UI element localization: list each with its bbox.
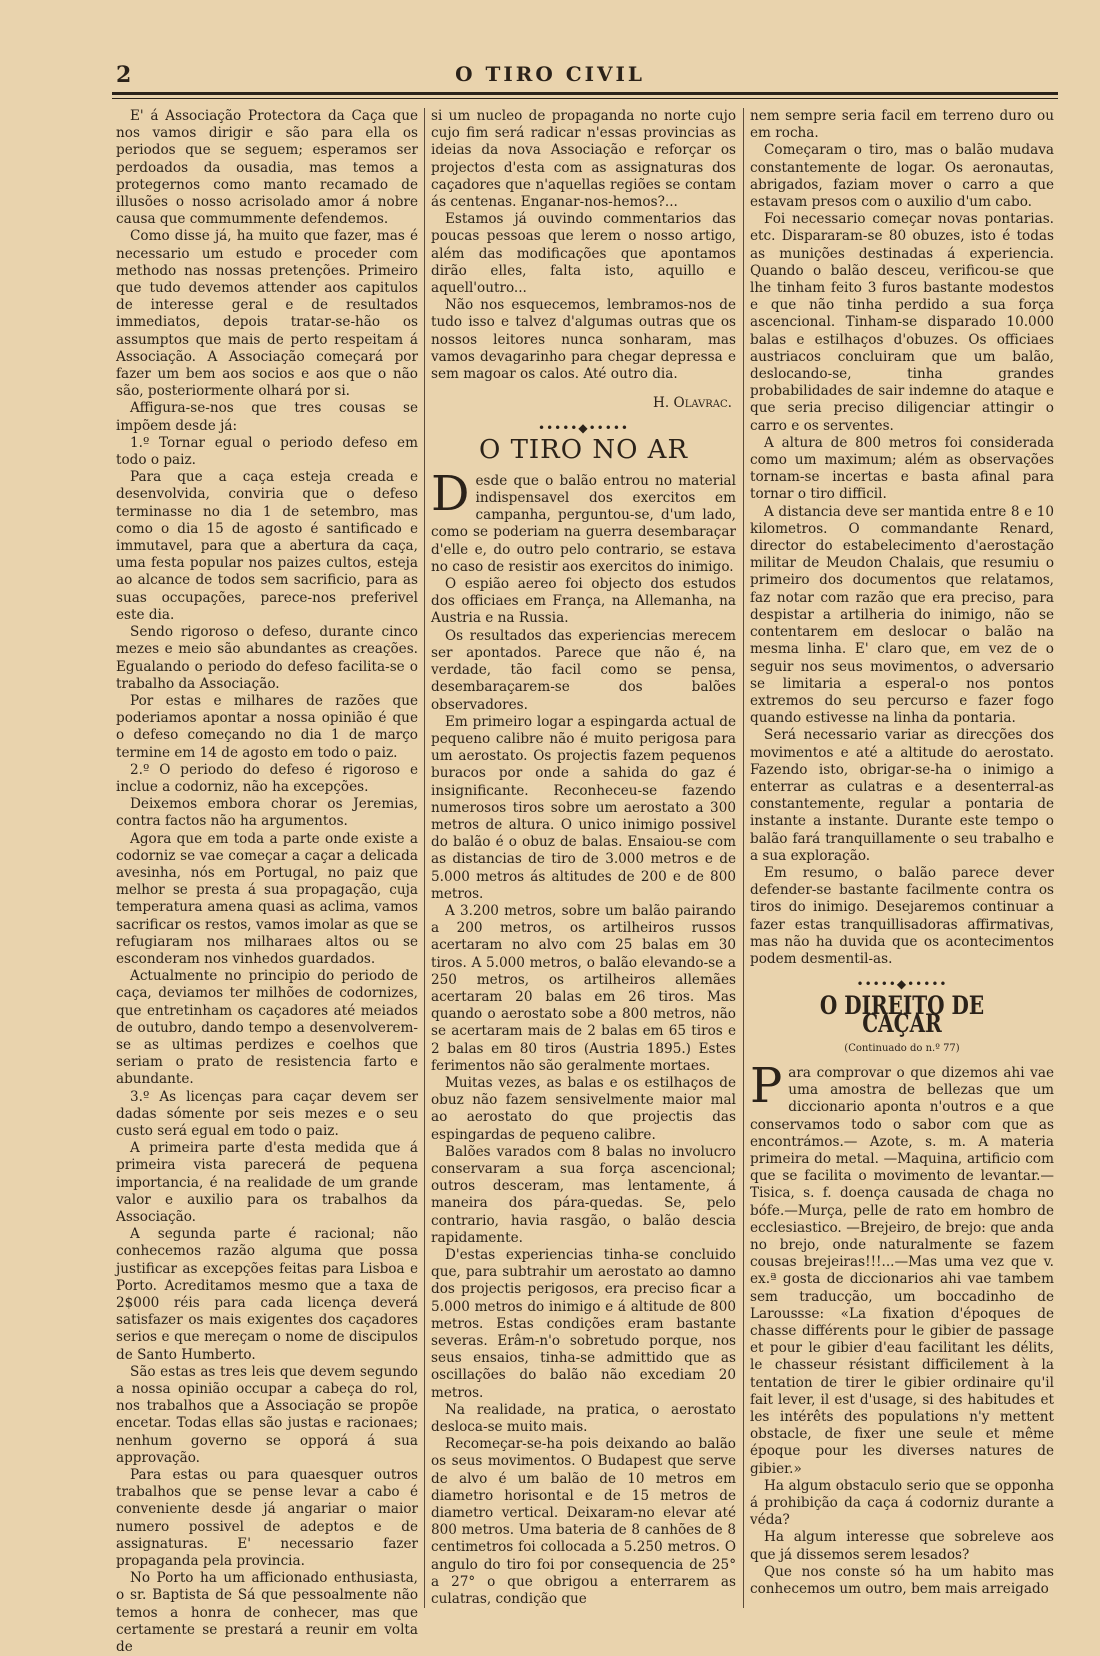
column-3: [750, 108, 1054, 1598]
paragraph: Recomeçar-se-ha pois deixando ao balão os seus movimentos. O Budapest que serve de alvo é um balão de 10 metros em diametro horisontal e de 15 metros de diametro vertical. Deixaram-no elevar até 800 metros. Uma bateria de 8 canhões de 8 centimetros foi collocada a 5.250 metros. O angulo do tiro foi por consequencia de 25° a 27° o que obrigou a enterrarem as culatras, condição que: [431, 1436, 736, 1608]
paragraph: Actualmente no principio do periodo de caça, deviamos ter milhões de codornizes, que entretinham os caçadores até meiados de outubro, dando tempo a desenvolverem-se as ultimas perdizes e coelhos que seriam o prato de resistencia farto e abundante.: [116, 968, 418, 1088]
article-title: O DIREITO DE CAÇAR: [819, 991, 985, 1038]
paragraph: 3.º As licenças para caçar devem ser dadas sómente por seis mezes e o seu custo será egual em todo o paiz.: [116, 1088, 418, 1139]
paragraph: Em primeiro logar a espingarda actual de pequeno calibre não é muito perigosa para um aerostato. Os projectis fazem pequenos buracos por onde a sahida do gaz é insignificante. Reconheceu-se fazendo numerosos tiros sobre um aerostato a 300 metros de altura. O unico inimigo possivel do balão é o obuz de balas. Ensaiou-se com as distancias de tiro de 3.000 metros e de 5.000 metros ás altitudes de 200 e de 800 metros.: [431, 713, 736, 902]
page-number: 2: [116, 62, 132, 88]
paragraph: Foi necessario começar novas pontarias. etc. Dispararam-se 80 obuzes, isto é todas as munições destinadas á experiencia. Quando o balão desceu, verificou-se que lhe tinham feito 3 furos bastante modestos e que não tinha perdido a sua força ascencional. Tinham-se disparado 10.000 balas e estilhaços d'obuzes. Os officiaes austriacos concluiram que um balão, deslocando-se, tinha grandes probabilidades de sair indemne do ataque e que seria preciso diligenciar attingir o carro e os serventes.: [750, 211, 1054, 434]
paragraph: A distancia deve ser mantida entre 8 e 10 kilometros. O commandante Renard, director do estabelecimento d'aerostação militar de Meudon Chalais, que resumiu o primeiro dos documentos que relatamos, faz notar com razão que era preciso, para despistar a artilheria do inimigo, não se contentarem em deslocar o balão na mesma linha. E' claro que, em vez de o seguir nos seus movimentos, o adversario se limitaria a esperal-o nos pontos extremos do seu percurso e fazer fogo quando estivesse na linha da pontaria.: [750, 503, 1054, 727]
paragraph: No Porto ha um afficionado enthusiasta, o sr. Baptista de Sá que pessoalmente não temos a honra de conhecer, mas que certamente se prestará a reunir em volta de: [116, 1570, 418, 1656]
paragraph: Como disse já, ha muito que fazer, mas é necessario um estudo e proceder com methodo nas nossas pretenções. Primeiro que tudo devemos attender aos capitulos de interesse geral e de resultados immediatos, depois tratar-se-hão os assumptos que mais de perto respeitam á Associação. A Associação começará por fazer um bem aos socios e aos que o não são, posteriormente olhará por si.: [116, 228, 418, 400]
lead-text: ara comprovar o que dizemos ahi vae uma amostra de bellezas que um diccionario aponta n'outros e a que conservamos todo o sabor com que as encontrámos.— Azote, s. m. A materia primeira do metal. —Maquina, artificio com que se facilita o movimento de levantar.— Tisica, s. f. doença causada de chaga no bófe.—Murça, pelle de rato em hombro de ecclesiastico. —Brejeiro, de brejo: que anda no brejo, onde naturalmente se fazem cousas brejeiras!!!...—Mas uma vez que v. ex.ª gosta de diccionarios ahi vae tambem sem traducção, um boccadinho de Laroussse: «La fixation d'époques de chasse différents pour le gibier de passage et pour le gibier d'eau facilitant les délits, le chasseur résistant difficilement à la tentation de tirer le gibier ordinaire qu'il fait lever, il est d'usage, si des habitudes et les intérêts des populations n'y mettent obstacle, de fixer une seule et même époque pour les diverses natures de gibier.»: [750, 1064, 1054, 1477]
paragraph: A segunda parte é racional; não conhecemos razão alguma que possa justificar as excepções feitas para Lisboa e Porto. Acreditamos mesmo que a taxa de 2$000 réis para cada licença deverá satisfazer os mais exigentes dos caçadores serios e que mereçam o nome de discipulos de Santo Humberto.: [116, 1226, 418, 1363]
masthead-title: O TIRO CIVIL: [455, 62, 645, 86]
paragraph: Será necessario variar as direcções dos movimentos e até a altitude do aerostato. Fazendo isto, obrigar-se-ha o inimigo a enterrar as culatras e a desenterral-as constantemente, regular a pontaria de instante a instante. Durante este tempo o balão fará tranquillamente o seu trabalho e a sua exploração.: [750, 727, 1054, 864]
section-ornament: •••••◆•••••: [856, 977, 948, 992]
column-1: [116, 108, 418, 1656]
paragraph: nem sempre seria facil em terreno duro ou em rocha.: [750, 108, 1054, 142]
paragraph: Por estas e milhares de razões que poderiamos apontar a nossa opinião é que o defeso começando no dia 1 de março termine em 14 de agosto em todo o paiz.: [116, 692, 418, 761]
lead-text: esde que o balão entrou no material indispensavel dos exercitos em campanha, perguntou-se, d'um lado, como se poderiam na guerra desembaraçar d'elle e, do outro pelo contrario, se estava no caso de resistir aos exercitos do inimigo.: [431, 472, 736, 575]
column-divider: [424, 108, 425, 1608]
paragraph: Balões varados com 8 balas no involucro conservaram a sua força ascencional; outros desceram, mas lentamente, á maneira dos pára-quedas. Se, pelo contrario, havia rasgão, o balão descia rapidamente.: [431, 1143, 736, 1246]
paragraph: 2.º O periodo do defeso é rigoroso e inclue a codorniz, não ha excepções.: [116, 761, 418, 795]
column-divider: [743, 108, 744, 1608]
paragraph: Começaram o tiro, mas o balão mudava constantemente de logar. Os aeronautas, abrigados, faziam mover o carro a que estavam presos com o auxilio d'um cabo.: [750, 142, 1054, 211]
paragraph: 1.º Tornar egual o periodo defeso em todo o paiz.: [116, 434, 418, 469]
paragraph: Na realidade, na pratica, o aerostato desloca-se muito mais.: [431, 1401, 736, 1436]
lead-paragraph: [431, 465, 736, 576]
paragraph: Muitas vezes, as balas e os estilhaços de obuz não fazem sensivelmente maior mal ao aerostato do que projectis das espingardas de pequeno calibre.: [431, 1074, 736, 1143]
paragraph: Agora que em toda a parte onde existe a codorniz se vae começar a caçar a delicada avesinha, nós em Portugal, no paiz que melhor se presta á sua propagação, cuja temperatura amena quasi as aclima, vamos sacrificar os restos, vamos imolar as que se refugiaram nos milharaes altos ou se esconderam nos vinhedos guardados.: [116, 830, 418, 967]
paragraph: Os resultados das experiencias merecem ser apontados. Parece que não é, na verdade, tão facil como se pensa, desembaraçarem-se dos balões observadores.: [431, 627, 736, 713]
paragraph: Para estas ou para quaesquer outros trabalhos que se pense levar a cabo é conveniente desde já angariar o maior numero possivel de adeptos e de assignaturas. E' necessario fazer propaganda pela provincia.: [116, 1467, 418, 1570]
paragraph: Que nos conste só ha um habito mas conhecemos um outro, bem mais arreigado: [750, 1563, 1054, 1598]
article-title: O TIRO NO AR: [478, 434, 689, 465]
paragraph: Para que a caça esteja creada e desenvolvida, conviria que o defeso terminasse no dia 1 de setembro, mas como o dia 15 de agosto é santificado e immutavel, para que a abertura da caça, uma festa popular nos paizes cultos, esteja ao alcance de todos sem sacrificio, para as suas occupações, parece-nos preferivel este dia.: [116, 469, 418, 623]
section-ornament: •••••◆•••••: [537, 421, 629, 436]
header-rule-thin: [112, 98, 1058, 99]
column-2: [431, 108, 736, 1608]
paragraph: Ha algum obstaculo serio que se opponha á prohibição da caça á codorniz durante a véda?: [750, 1477, 1054, 1529]
drop-cap: P: [750, 1057, 783, 1114]
drop-cap: D: [431, 465, 470, 522]
paragraph: Deixemos embora chorar os Jeremias, contra factos não ha argumentos.: [116, 796, 418, 830]
paragraph: Affigura-se-nos que tres cousas se impõem desde já:: [116, 400, 418, 434]
lead-paragraph: [750, 1057, 1054, 1478]
paragraph: E' á Associação Protectora da Caça que nos vamos dirigir e são para ella os periodos que se seguem; esperamos ser perdoados da ousadia, mas temos a protegernos como manto recamado de illusões o nosso acrisolado amor á nobre causa que commummente defendemos.: [116, 108, 418, 228]
paragraph: A primeira parte d'esta medida que á primeira vista parecerá de pequena importancia, é na realidade de um grande valor e auxilio para os trabalhos da Associação.: [116, 1140, 418, 1225]
paragraph: Não nos esquecemos, lembramos-nos de tudo isso e talvez d'algumas outras que os nossos leitores nunca sonharam, mas vamos devagarinho para chegar depressa e sem magoar os calos. Até outro dia.: [431, 297, 736, 383]
paragraph: O espião aereo foi objecto dos estudos dos officiaes em França, na Allemanha, na Austria e na Russia.: [431, 576, 736, 627]
paragraph: Em resumo, o balão parece dever defender-se bastante facilmente contra os tiros do inimigo. Desejaremos continuar a fazer estas tranquillisadoras affirmativas, mas não ha duvida que os acontecimentos podem desmentil-as.: [750, 864, 1054, 967]
paragraph: A 3.200 metros, sobre um balão pairando a 200 metros, os artilheiros russos acertaram no alvo com 25 balas em 30 tiros. A 5.000 metros, o balão elevando-se a 250 metros, os artilheiros allemães acertaram 20 balas em 26 tiros. Mas quando o aerostato sobe a 800 metros, não se acertaram mais de 2 balas em 65 tiros e 2 balas em 80 tiros (Austria 1895.) Estes ferimentos não são geralmente mortaes.: [431, 902, 736, 1074]
paragraph: A altura de 800 metros foi considerada como um maximum; além as observações tornam-se incertas e basta afinal para tornar o tiro difficil.: [750, 434, 1054, 503]
paragraph: D'estas experiencias tinha-se concluido que, para subtrahir um aerostato ao damno dos projectis perigosos, era preciso ficar a 5.000 metros do inimigo e á altitude de 800 metros. Estas condições eram bastante severas. Erâm-n'o sobretudo porque, nos seus ensaios, tinha-se admittido que as oscillações do balão não excediam 20 metros.: [431, 1247, 736, 1401]
author-signature: H. Olavrac.: [653, 395, 732, 412]
paragraph: Estamos já ouvindo commentarios das poucas pessoas que lerem o nosso artigo, além das modificações que apontamos dirão elles, falta isto, aquillo e aquell'outro...: [431, 211, 736, 297]
paragraph: Ha algum interesse que sobreleve aos que já dissemos serem lesados?: [750, 1529, 1054, 1563]
paragraph: si um nucleo de propaganda no norte cujo cujo fim será radicar n'essas provincias as ideias da nova Associação e reforçar os projectos d'esta com as assignaturas dos caçadores que n'aquellas regiões se contam ás centenas. Enganar-nos-hemos?...: [431, 108, 736, 211]
header-rule: [112, 92, 1058, 95]
paragraph: Sendo rigoroso o defeso, durante cinco mezes e meio são abundantes as creações. Egualando o periodo do defeso facilita-se o trabalho da Associação.: [116, 624, 418, 692]
paragraph: São estas as tres leis que devem segundo a nossa opinião occupar a cabeça do rol, nos trabalhos que a Associação se propõe encetar. Todas ellas são justas e racionaes; nenhum governo se opporá á sua approvação.: [116, 1363, 418, 1466]
continuation-note: (Continuado do n.º 77): [844, 1042, 960, 1054]
